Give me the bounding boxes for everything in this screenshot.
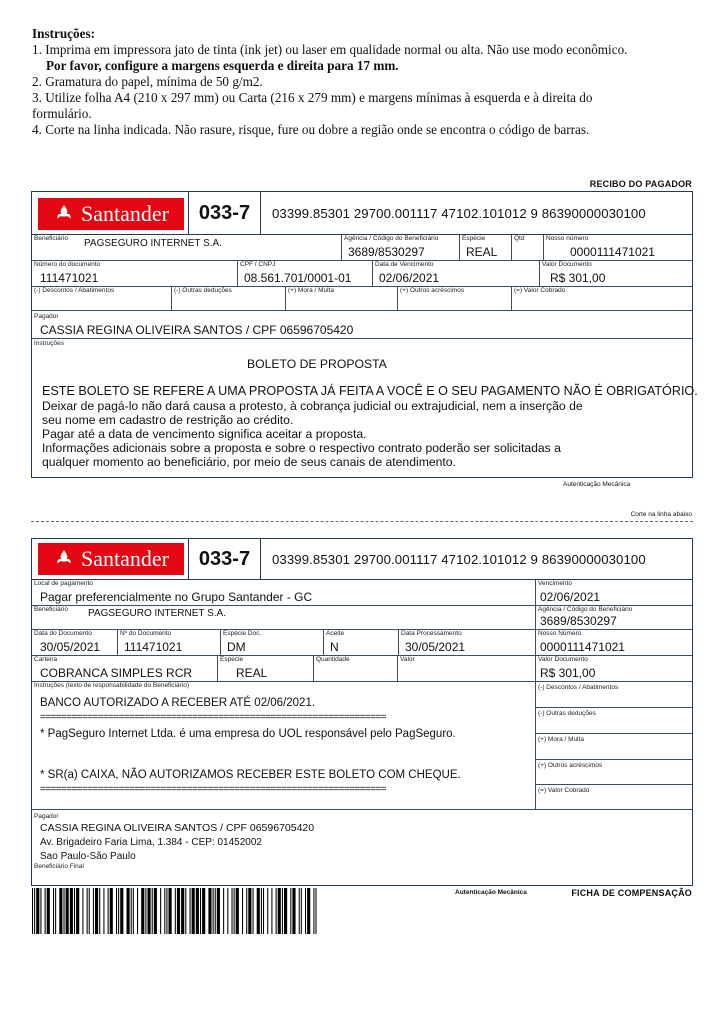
barcode-bar (160, 888, 161, 934)
barcode-bar (93, 888, 94, 934)
barcode-bar (145, 888, 146, 934)
barcode-bar (232, 888, 233, 934)
barcode-bar (141, 888, 144, 934)
aceite-cell (324, 630, 399, 656)
slip-authentication: Autenticação Mecânica (455, 889, 527, 896)
bank-code: 033-7 (198, 547, 251, 570)
barcode-bar (257, 888, 260, 934)
instr-line: * PagSeguro Internet Ltda. é uma empresa do UOL responsável pelo PagSeguro. (40, 728, 456, 740)
carteira-cell (32, 656, 218, 682)
agencia-cell (536, 606, 692, 630)
field-label: (+) Outros acréscimos (400, 287, 465, 294)
beneficiario-value: PAGSEGURO INTERNET S.A. (84, 238, 222, 249)
barcode-bar (40, 888, 41, 934)
nosso-numero-value: 0000111471021 (570, 245, 655, 259)
print-instructions (32, 26, 712, 138)
valor-documento-value: R$ 301,00 (550, 271, 606, 285)
barcode-bar (267, 888, 268, 934)
barcode-bar (248, 888, 251, 934)
barcode-bar (66, 888, 69, 934)
especie-doc-cell (221, 630, 324, 656)
nosso-numero-value: 0000111471021 (540, 640, 625, 654)
barcode-bar (152, 888, 153, 934)
field-label: Vencimento (538, 580, 572, 587)
barcode-bar (284, 888, 287, 934)
field-label: (-) Outras deduções (538, 710, 596, 717)
barcode-bar (164, 888, 165, 934)
mora-cell (536, 734, 692, 760)
receipt-header (31, 191, 693, 235)
instr-line: ESTE BOLETO SE REFERE A UMA PROPOSTA JÁ FEITA A VOCÊ E O SEU PAGAMENTO NÃO É OBRIGATÓRIO. (42, 384, 698, 398)
barcode-bar (133, 888, 134, 934)
barcode-bar (74, 888, 75, 934)
barcode-bar (87, 888, 88, 934)
barcode-bar (202, 888, 205, 934)
pagador-address: Av. Brigadeiro Faria Lima, 1.384 - CEP: 01452002 (40, 837, 262, 848)
instruction-line: 1. Imprima em impressora jato de tinta (ink jet) ou laser em qualidade normal ou alta. Não use modo econômico. (32, 42, 628, 57)
field-label: (-) Descontos / Abatimentos (34, 287, 115, 294)
barcode-bar (89, 888, 90, 934)
receipt-form (31, 235, 698, 478)
barcode-bar (242, 888, 243, 934)
field-label: Quantidade (316, 656, 350, 663)
field-label: Aceite (326, 630, 345, 637)
barcode-bar (196, 888, 199, 934)
field-label: Agência / Código do Beneficiário (538, 606, 633, 613)
local-pagamento-value: Pagar preferencialmente no Grupo Santander - GC (40, 590, 313, 604)
field-label: Data do Documento (34, 630, 92, 637)
barcode-bar (261, 888, 262, 934)
field-label: Instruções (texto de responsabilidade do Beneficiário) (34, 682, 190, 689)
barcode-bar (103, 888, 104, 934)
cut-line (31, 521, 693, 522)
data-documento-value: 30/05/2021 (40, 640, 101, 654)
field-label: Instruções (34, 340, 64, 347)
barcode-bar (215, 888, 216, 934)
santander-logo (38, 198, 184, 230)
instrucoes-area (32, 339, 698, 476)
valor-cell (398, 656, 536, 682)
slip-header (31, 538, 693, 580)
barcode-bar (34, 888, 35, 934)
separator-line: ================================================================== (40, 784, 386, 795)
especie-cell (460, 235, 512, 261)
field-label: Espécie (462, 235, 486, 242)
cpf-cnpj-value: 08.561.701/0001-01 (244, 271, 352, 285)
beneficiario-cell (32, 235, 342, 261)
instruction-line: Por favor, configure a margens esquerda e direita para 17 mm. (46, 58, 399, 73)
barcode-bar (118, 888, 119, 934)
bank-code: 033-7 (198, 201, 251, 224)
barcode-bar (59, 888, 62, 934)
barcode-bar (271, 888, 272, 934)
compensation-form (31, 580, 693, 886)
barcode-bar (305, 888, 306, 934)
num-documento-value: 111471021 (40, 271, 99, 285)
beneficiario-value: PAGSEGURO INTERNET S.A. (88, 608, 226, 619)
especie-cell (218, 656, 314, 682)
barcode-bar (131, 888, 132, 934)
barcode-bar (253, 888, 254, 934)
barcode-bar (175, 888, 176, 934)
descontos-cell (32, 287, 172, 311)
beneficiario-cell (32, 606, 536, 630)
nosso-numero-cell (536, 630, 692, 656)
barcode-bar (276, 888, 277, 934)
agencia-value: 3689/8530297 (540, 614, 617, 628)
bank-name: Santander (81, 546, 169, 571)
pagador-area (32, 810, 692, 884)
descontos-cell (536, 682, 692, 708)
field-label: Pagador (34, 813, 59, 820)
especie-value: REAL (466, 245, 498, 259)
outros-acrescimos-cell (536, 760, 692, 785)
barcode-bar (36, 888, 39, 934)
barcode-bar (190, 888, 191, 934)
barcode-bar (148, 888, 151, 934)
barcode-bar (213, 888, 214, 934)
field-label: Nº do Documento (120, 630, 172, 637)
separator-line: ================================================================== (40, 712, 386, 723)
barcode-bar (278, 888, 281, 934)
barcode-bar (110, 888, 113, 934)
field-label: Beneficiário (34, 606, 68, 613)
cut-label: Corte na linha abaixo (630, 511, 692, 518)
receipt-section-label: RECIBO DO PAGADOR (589, 179, 692, 189)
instr-line: qualquer momento ao beneficiário, por meio de seus canais de atendimento. (42, 455, 456, 469)
pagador-name: CASSIA REGINA OLIVEIRA SANTOS / CPF 06596705420 (40, 822, 315, 834)
mora-cell (286, 287, 398, 311)
barcode-bar (227, 888, 228, 934)
instruction-line: 2. Gramatura do papel, mínima de 50 g/m2. (32, 74, 263, 89)
especie-value: REAL (236, 666, 268, 680)
data-documento-cell (32, 630, 118, 656)
instr-line: seu nome em cadastro de restrição ao crédito. (42, 413, 294, 427)
barcode-bar (95, 888, 98, 934)
barcode-bar (181, 888, 184, 934)
field-label: Local de pagamento (34, 580, 93, 587)
field-label: Carteira (34, 656, 58, 663)
barcode-bar (301, 888, 302, 934)
digitable-line: 03399.85301 29700.001117 47102.101012 9 86390000030100 (272, 205, 646, 221)
field-label: Data de Vencimento (375, 261, 434, 268)
instr-line: Pagar até a data de vencimento significa aceitar a proposta. (42, 427, 367, 441)
barcode-bar (290, 888, 291, 934)
outros-acrescimos-cell (398, 287, 512, 311)
barcode-bar (236, 888, 239, 934)
nosso-numero-cell (544, 235, 692, 261)
cpf-cnpj-cell (238, 261, 373, 287)
field-label: Beneficiário (34, 235, 68, 242)
pagador-city: Sao Paulo-São Paulo (40, 851, 136, 862)
santander-flame-icon (53, 548, 75, 570)
instructions-title: Instruções: (32, 26, 96, 41)
santander-flame-icon (53, 203, 75, 225)
field-label: (+) Mora / Multa (538, 736, 585, 743)
instruction-line: 4. Corte na linha indicada. Não rasure, risque, fure ou dobre a região onde se encontra o código de barras. (32, 122, 590, 137)
barcode-bar (166, 888, 167, 934)
outras-deducoes-cell (536, 708, 692, 734)
barcode-bar (246, 888, 247, 934)
barcode-bar (292, 888, 295, 934)
vencimento-cell (373, 261, 540, 287)
santander-logo (38, 543, 184, 575)
instr-line: BANCO AUTORIZADO A RECEBER ATÉ 02/06/2021. (40, 697, 316, 709)
barcode-bar (47, 888, 50, 934)
aceite-value: N (330, 640, 339, 654)
num-documento-cell (32, 261, 238, 287)
barcode-bar (45, 888, 46, 934)
barcode-bar (32, 888, 33, 934)
qtd-cell (512, 235, 544, 261)
barcode-bar (307, 888, 310, 934)
field-label: (=) Valor Cobrado (538, 787, 590, 794)
pagador-cell (32, 311, 692, 339)
field-label: Agência / Código do Beneficiário (344, 235, 439, 242)
pagador-value: CASSIA REGINA OLIVEIRA SANTOS / CPF 06596705420 (40, 323, 354, 337)
slip-instrucoes-area (32, 682, 536, 810)
valor-documento-value: R$ 301,00 (540, 666, 596, 680)
quantidade-cell (314, 656, 398, 682)
field-label: Espécie (220, 656, 244, 663)
barcode-bar (99, 888, 100, 934)
outras-deducoes-cell (172, 287, 286, 311)
field-label: (+) Outros acréscimos (538, 762, 603, 769)
field-label: Valor Documento (538, 656, 588, 663)
barcode-bar (120, 888, 123, 934)
barcode-bar (234, 888, 235, 934)
field-label: Nosso número (546, 235, 589, 242)
barcode-bar (154, 888, 157, 934)
field-label: Data Processamento (401, 630, 462, 637)
barcode-bar (169, 888, 172, 934)
field-label: Valor Documento (542, 261, 592, 268)
barcode-bar (64, 888, 65, 934)
barcode-bar (53, 888, 54, 934)
barcode-bar (192, 888, 195, 934)
barcode-bar (282, 888, 283, 934)
field-label: Qtd (514, 235, 525, 242)
barcode-bar (82, 888, 83, 934)
local-pagamento-cell (32, 580, 536, 606)
compensation-section-label: FICHA DE COMPENSAÇÃO (571, 888, 692, 898)
vencimento-value: 02/06/2021 (379, 271, 440, 285)
barcode-bar (116, 888, 117, 934)
field-label: (-) Outras deduções (174, 287, 232, 294)
vencimento-value: 02/06/2021 (540, 590, 601, 604)
data-processamento-value: 30/05/2021 (405, 640, 466, 654)
barcode-bar (200, 888, 201, 934)
barcode-bar (217, 888, 220, 934)
data-processamento-cell (399, 630, 536, 656)
barcode-bar (55, 888, 56, 934)
barcode-bar (223, 888, 224, 934)
barcode-bar (316, 888, 317, 934)
num-documento-value: 111471021 (124, 640, 183, 654)
field-label: Beneficiário Final (34, 863, 84, 870)
barcode-bar (108, 888, 109, 934)
field-label: Pagador (34, 313, 59, 320)
barcode-bar (185, 888, 186, 934)
num-documento-cell (118, 630, 221, 656)
barcode-bar (137, 888, 138, 934)
instr-line: * SR(a) CAIXA, NÃO AUTORIZAMOS RECEBER ESTE BOLETO COM CHEQUE. (40, 769, 461, 781)
vencimento-cell (536, 580, 692, 606)
instruction-line: 3. Utilize folha A4 (210 x 297 mm) ou Carta (216 x 279 mm) e margens mínimas à esquerda e à direita do (32, 90, 593, 105)
valor-cobrado-cell (536, 785, 692, 810)
agencia-cell (342, 235, 460, 261)
instr-line: Deixar de pagá-lo não dará causa a protesto, à cobrança judicial ou extrajudicial, nem a inserção de (42, 399, 583, 413)
instr-line: Informações adicionais sobre a proposta e sobre o respectivo contrato poderão ser solicitadas a (42, 441, 561, 455)
digitable-line: 03399.85301 29700.001117 47102.101012 9 86390000030100 (272, 551, 646, 567)
field-label: Número do documento (34, 261, 101, 268)
receipt-authentication: Autenticação Mecânica (563, 481, 631, 488)
barcode-bar (299, 888, 300, 934)
agencia-value: 3689/8530297 (348, 245, 425, 259)
barcode-bar (177, 888, 180, 934)
valor-documento-cell (540, 261, 692, 287)
barcode-bar (70, 888, 73, 934)
field-label: CPF / CNPJ (240, 261, 276, 268)
barcode-bar (313, 888, 314, 934)
field-label: (-) Descontos / Abatimentos (538, 684, 619, 691)
field-label: (+) Mora / Multa (288, 287, 335, 294)
carteira-value: COBRANCA SIMPLES RCR (40, 666, 193, 680)
barcode (32, 888, 412, 934)
field-label: Nosso Número (538, 630, 582, 637)
barcode-bar (263, 888, 264, 934)
barcode-bar (127, 888, 130, 934)
field-label: (=) Valor Cobrado (514, 287, 566, 294)
especie-doc-value: DM (227, 640, 246, 654)
valor-cobrado-cell (512, 287, 692, 311)
field-label: Valor (400, 656, 415, 663)
valor-documento-cell (536, 656, 692, 682)
bank-name: Santander (81, 201, 169, 226)
barcode-bar (76, 888, 79, 934)
instruction-line: formulário. (32, 106, 92, 121)
barcode-bar (208, 888, 211, 934)
proposal-title: BOLETO DE PROPOSTA (247, 357, 387, 371)
field-label: Espécie Doc. (223, 630, 262, 637)
